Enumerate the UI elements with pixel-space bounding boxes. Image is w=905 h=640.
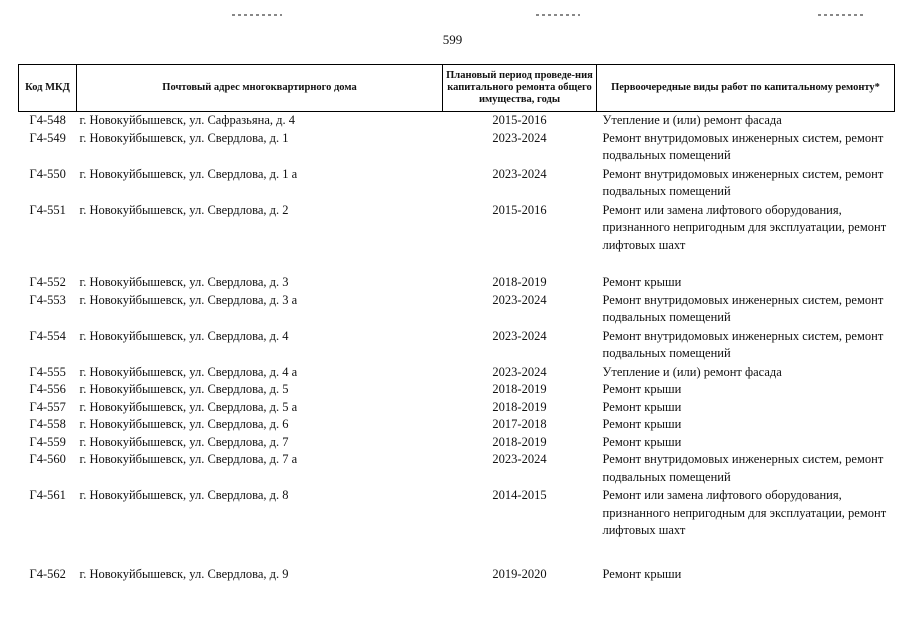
row-address: г. Новокуйбышевск, ул. Сафразьяна, д. 4 <box>79 113 295 127</box>
scan-artifact <box>536 14 580 16</box>
row-work: Ремонт внутридомовых инженерных систем, ремонт подвальных помещений <box>602 292 884 324</box>
row-work: Ремонт внутридомовых инженерных систем, ремонт подвальных помещений <box>602 328 884 360</box>
row-work: Ремонт крыши <box>602 417 682 431</box>
row-code: Г4-561 <box>29 488 66 502</box>
row-work: Ремонт или замена лифтового оборудования, признанного непригодным для эксплуатации, ремонт лифтовых шахт <box>602 488 887 537</box>
table-row <box>19 112 895 130</box>
row-work: Ремонт крыши <box>602 399 682 414</box>
table-row <box>19 292 895 328</box>
row-code: Г4-554 <box>29 328 66 343</box>
row-work: Ремонт внутридомовых инженерных систем, ремонт подвальных помещений <box>602 166 884 198</box>
table-row <box>19 381 895 399</box>
row-code: Г4-560 <box>29 452 66 466</box>
row-work: Ремонт крыши <box>602 566 682 581</box>
row-period: 2018-2019 <box>492 399 547 414</box>
table-row <box>19 166 895 202</box>
row-address: г. Новокуйбышевск, ул. Свердлова, д. 3 <box>79 275 289 289</box>
header-period: Плановый период проведе-ния капитального ремонта общего имущества, годы <box>443 65 597 112</box>
table-row <box>19 416 895 434</box>
row-period: 2019-2020 <box>492 566 547 581</box>
scan-artifact <box>232 14 282 16</box>
row-code: Г4-548 <box>29 113 66 127</box>
row-work: Ремонт крыши <box>602 382 682 396</box>
row-period: 2018-2019 <box>492 434 547 449</box>
row-period: 2014-2015 <box>492 488 547 502</box>
header-works: Первоочередные виды работ по капитальному ремонту* <box>597 65 895 112</box>
row-address: г. Новокуйбышевск, ул. Свердлова, д. 4 <box>79 328 289 343</box>
row-work: Ремонт крыши <box>602 275 682 289</box>
table-row <box>19 487 895 566</box>
row-period: 2023-2024 <box>492 166 547 181</box>
row-address: г. Новокуйбышевск, ул. Свердлова, д. 2 <box>79 202 289 217</box>
row-code: Г4-551 <box>29 202 66 217</box>
scan-artifact <box>818 14 864 16</box>
row-period: 2023-2024 <box>492 364 547 379</box>
row-period: 2015-2016 <box>492 113 547 127</box>
table-header-row <box>19 65 895 112</box>
row-address: г. Новокуйбышевск, ул. Свердлова, д. 8 <box>79 488 289 502</box>
row-address: г. Новокуйбышевск, ул. Свердлова, д. 1 <box>79 130 289 145</box>
row-work: Ремонт крыши <box>602 434 682 449</box>
row-code: Г4-549 <box>29 130 66 145</box>
row-address: г. Новокуйбышевск, ул. Свердлова, д. 7 <box>79 434 289 449</box>
row-period: 2018-2019 <box>492 275 547 289</box>
table-row <box>19 202 895 275</box>
row-code: Г4-552 <box>29 275 66 289</box>
row-period: 2023-2024 <box>492 452 547 466</box>
row-code: Г4-555 <box>29 364 66 379</box>
row-work: Ремонт или замена лифтового оборудования, признанного непригодным для эксплуатации, ремонт лифтовых шахт <box>602 202 887 252</box>
row-period: 2017-2018 <box>492 417 547 431</box>
header-address: Почтовый адрес многоквартирного дома <box>77 65 443 112</box>
row-code: Г4-556 <box>29 382 66 396</box>
table-row <box>19 274 895 292</box>
table-row <box>19 328 895 364</box>
table-row <box>19 364 895 382</box>
row-address: г. Новокуйбышевск, ул. Свердлова, д. 6 <box>79 417 289 431</box>
row-work: Утепление и (или) ремонт фасада <box>602 113 782 127</box>
row-address: г. Новокуйбышевск, ул. Свердлова, д. 5 <box>79 382 289 396</box>
row-code: Г4-557 <box>29 399 66 414</box>
row-code: Г4-562 <box>29 566 66 581</box>
table-row <box>19 434 895 452</box>
row-code: Г4-559 <box>29 434 66 449</box>
repair-table <box>18 64 895 583</box>
header-code: Код МКД <box>19 65 77 112</box>
row-code: Г4-553 <box>29 292 66 307</box>
page-number: 599 <box>442 32 463 47</box>
row-period: 2023-2024 <box>492 328 547 343</box>
row-code: Г4-558 <box>29 417 66 431</box>
row-period: 2015-2016 <box>492 202 547 217</box>
row-address: г. Новокуйбышевск, ул. Свердлова, д. 9 <box>79 566 289 581</box>
row-work: Ремонт внутридомовых инженерных систем, ремонт подвальных помещений <box>602 452 884 484</box>
table-row <box>19 399 895 417</box>
row-period: 2023-2024 <box>492 130 547 145</box>
table-row <box>19 130 895 166</box>
row-address: г. Новокуйбышевск, ул. Свердлова, д. 1 а <box>79 166 298 181</box>
row-work: Утепление и (или) ремонт фасада <box>602 364 782 379</box>
row-address: г. Новокуйбышевск, ул. Свердлова, д. 3 а <box>79 292 298 307</box>
table-row <box>19 451 895 487</box>
row-code: Г4-550 <box>29 166 66 181</box>
row-period: 2018-2019 <box>492 382 547 396</box>
row-period: 2023-2024 <box>492 292 547 307</box>
row-address: г. Новокуйбышевск, ул. Свердлова, д. 7 а <box>79 452 298 466</box>
row-address: г. Новокуйбышевск, ул. Свердлова, д. 5 а <box>79 399 298 414</box>
table-row <box>19 566 895 584</box>
row-address: г. Новокуйбышевск, ул. Свердлова, д. 4 а <box>79 364 298 379</box>
row-work: Ремонт внутридомовых инженерных систем, ремонт подвальных помещений <box>602 130 884 162</box>
